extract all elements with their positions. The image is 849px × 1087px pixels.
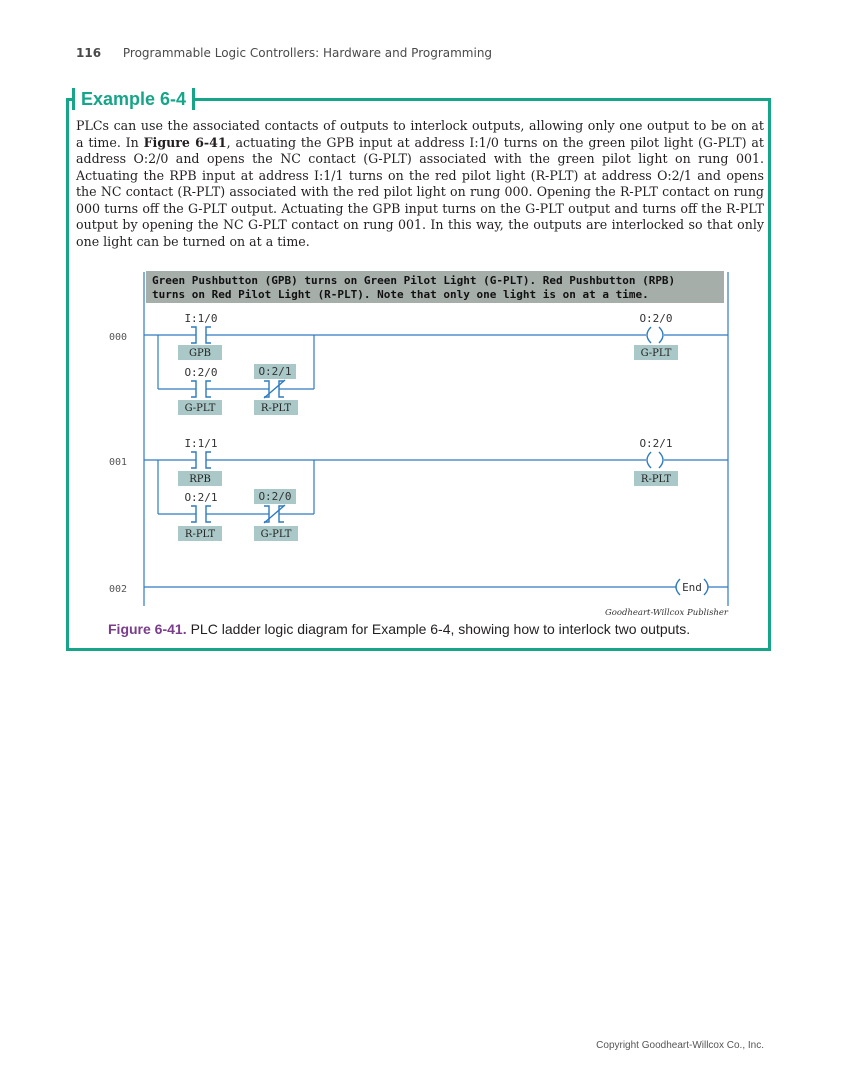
example-tag: Example 6-4 xyxy=(72,88,195,110)
paragraph-part-1: PLCs can use the associated contacts of outputs to interlock outputs, allowing only one output to be on at a time. In xyxy=(76,118,764,150)
output-coil xyxy=(647,452,663,468)
contact-address: I:1/1 xyxy=(184,437,218,450)
diagram-note-line-2: turns on Red Pilot Light (R-PLT). Note that only one light is on at a time. xyxy=(152,288,649,301)
figure-number: Figure 6-41. xyxy=(108,621,187,637)
copyright-footer: Copyright Goodheart-Willcox Co., Inc. xyxy=(596,1040,764,1051)
page-number: 116 xyxy=(76,46,102,60)
contact-label: R-PLT xyxy=(184,529,216,540)
output-coil xyxy=(647,327,663,343)
contact-address: O:2/0 xyxy=(184,366,218,379)
caption-text: PLC ladder logic diagram for Example 6-4, showing how to interlock two outputs. xyxy=(190,621,691,637)
figure-caption xyxy=(108,621,690,637)
contact-label: G-PLT xyxy=(184,403,216,414)
coil-label: G-PLT xyxy=(640,348,672,359)
figure-reference: Figure 6-41 xyxy=(143,134,227,150)
paragraph-part-2: , actuating the GPB input at address I:1/0 turns on the green pilot light (G-PLT) at address O:2/0 and opens the NC contact (G-PLT) associated with the green pilot light on rung 001. Actuating the RPB input at address I:1/1 turns on the red pilot light (R-PLT) at address O:2/1 and opens the NC contact (R-PLT) associated with the red pilot light on rung 000. Opening the R-PLT contact on rung 000 turns off the G-PLT output. Actuating the GPB input turns on the G-PLT output and turns off the R-PLT output by opening the NC G-PLT contact on rung 001. In this way, the outputs are interlocked so that only one light can be turned on at a time. xyxy=(76,134,764,249)
coil-address: O:2/0 xyxy=(639,312,673,325)
contact-address: O:2/1 xyxy=(184,491,218,504)
contact-address: I:1/0 xyxy=(184,312,218,325)
coil-label: R-PLT xyxy=(640,474,672,485)
contact-address: O:2/1 xyxy=(258,365,292,378)
rung-number: 000 xyxy=(109,332,128,343)
contact-address: O:2/0 xyxy=(258,490,292,503)
contact-label: G-PLT xyxy=(260,529,292,540)
book-title: Programmable Logic Controllers: Hardware and Programming xyxy=(122,46,493,60)
end-label: End xyxy=(682,581,702,594)
contact-label: RPB xyxy=(189,474,211,485)
coil-address: O:2/1 xyxy=(639,437,673,450)
contact-label: GPB xyxy=(188,348,212,359)
figure-credit: Goodheart-Willcox Publisher xyxy=(604,608,728,618)
contact-label: R-PLT xyxy=(260,403,292,414)
diagram-note-line-1: Green Pushbutton (GPB) turns on Green Pilot Light (G-PLT). Red Pushbutton (RPB) xyxy=(152,274,676,287)
rung-number: 001 xyxy=(109,457,128,468)
rung-number: 002 xyxy=(109,584,128,595)
